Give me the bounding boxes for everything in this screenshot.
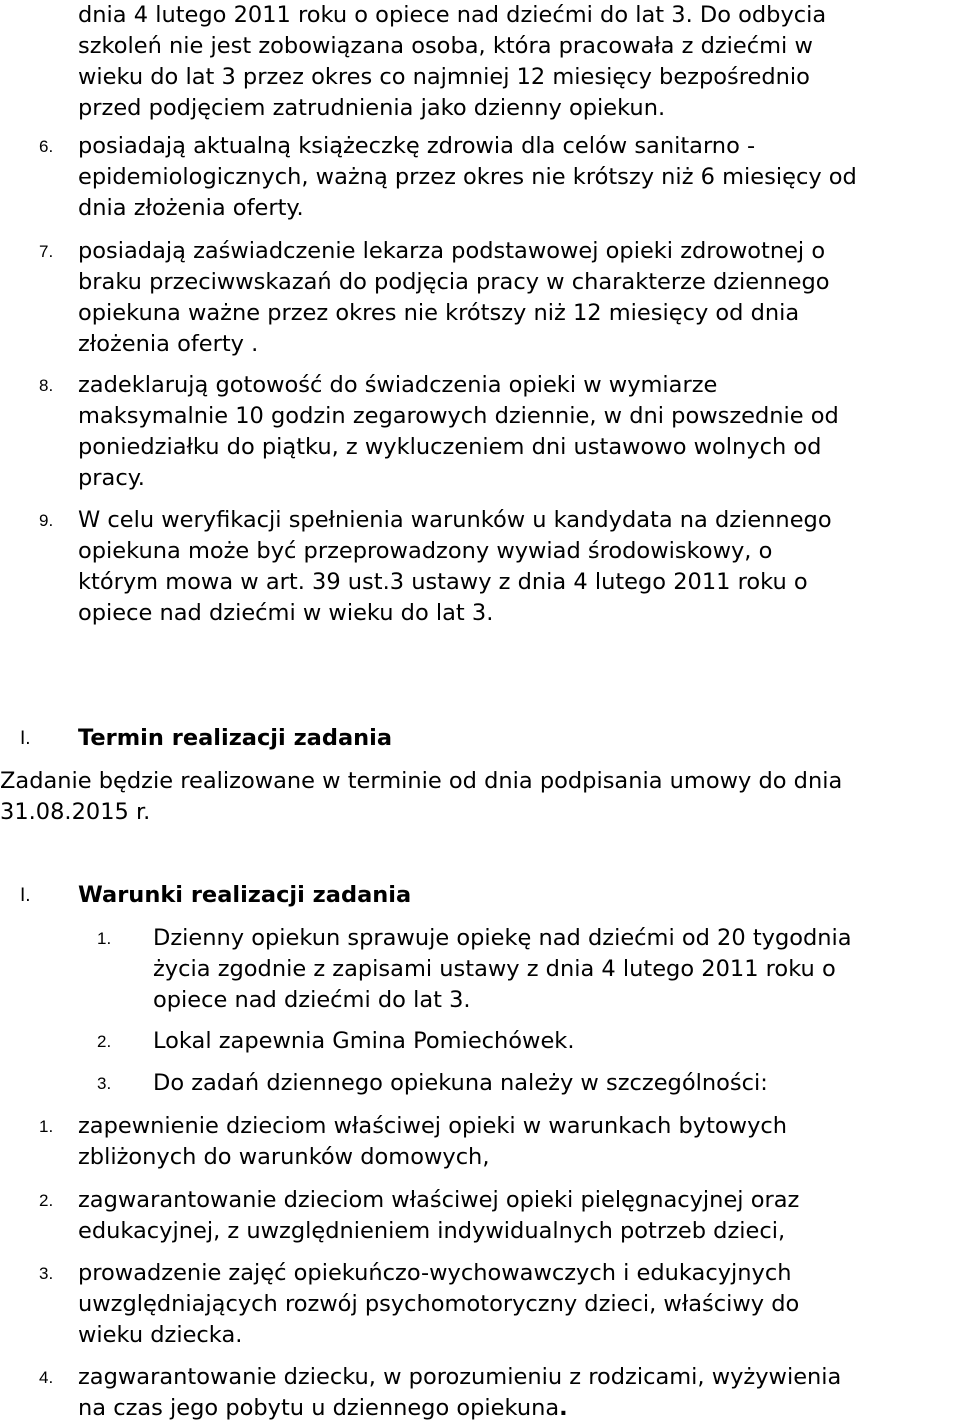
list-item-line: prowadzenie zajęć opiekuńczo-wychowawczych i edukacyjnych (78, 1260, 792, 1286)
list-number: 4. (39, 1368, 54, 1387)
list-item-line: posiadają zaświadczenie lekarza podstawowej opieki zdrowotnej o (78, 238, 826, 264)
list-item-line: złożenia oferty . (78, 331, 259, 357)
section-heading: Termin realizacji zadania (78, 725, 393, 751)
list-item-line: życia zgodnie z zapisami ustawy z dnia 4 lutego 2011 roku o (153, 956, 836, 982)
list-item-line: Do zadań dziennego opiekuna należy w szczególności: (153, 1070, 768, 1096)
intro-line: wieku do lat 3 przez okres co najmniej 12 miesięcy bezpośrednio (78, 64, 810, 90)
list-item-line: uwzględniających rozwój psychomotoryczny dzieci, właściwy do (78, 1291, 800, 1317)
list-number: 3. (97, 1074, 112, 1093)
list-number: 6. (39, 137, 54, 156)
list-item-line: epidemiologicznych, ważną przez okres nie krótszy niż 6 miesięcy od (78, 164, 857, 190)
section-heading: Warunki realizacji zadania (78, 882, 412, 908)
list-number: 1. (39, 1117, 54, 1136)
list-item-line: zadeklarują gotowość do świadczenia opieki w wymiarze (78, 372, 718, 398)
list-item-line: zagwarantowanie dzieciom właściwej opieki pielęgnacyjnej oraz (78, 1187, 800, 1213)
section-marker: I. (20, 728, 31, 749)
list-number: 8. (39, 376, 54, 395)
list-item-line: Lokal zapewnia Gmina Pomiechówek. (153, 1028, 575, 1054)
list-item-line: braku przeciwwskazań do podjęcia pracy w charakterze dziennego (78, 269, 830, 295)
section-marker: I. (20, 885, 31, 906)
list-item-line: opiekuna ważne przez okres nie krótszy niż 12 miesięcy od dnia (78, 300, 800, 326)
list-item-line: opiece nad dziećmi do lat 3. (153, 987, 471, 1013)
list-number: 2. (39, 1191, 54, 1210)
list-number: 9. (39, 511, 54, 530)
list-item-line: Dzienny opiekun sprawuje opiekę nad dziećmi od 20 tygodnia (153, 925, 852, 951)
list-item-line: zapewnienie dzieciom właściwej opieki w warunkach bytowych (78, 1113, 788, 1139)
list-item-line: maksymalnie 10 godzin zegarowych dziennie, w dni powszednie od (78, 403, 839, 429)
list-item-text: na czas jego pobytu u dziennego opiekuna (78, 1395, 560, 1421)
paragraph-line: 31.08.2015 r. (0, 799, 151, 825)
list-number: 3. (39, 1264, 54, 1283)
list-item-line: W celu weryfikacji spełnienia warunków u kandydata na dziennego (78, 507, 832, 533)
list-item-line: poniedziałku do piątku, z wykluczeniem dni ustawowo wolnych od (78, 434, 822, 460)
trailing-period: . (559, 1395, 568, 1421)
list-item-line: posiadają aktualną książeczkę zdrowia dla celów sanitarno - (78, 133, 756, 159)
intro-line: dnia 4 lutego 2011 roku o opiece nad dziećmi do lat 3. Do odbycia (78, 2, 827, 28)
list-item-line: pracy. (78, 465, 145, 491)
intro-line: przed podjęciem zatrudnienia jako dzienny opiekun. (78, 95, 666, 121)
list-item-line: edukacyjnej, z uwzględnieniem indywidualnych potrzeb dzieci, (78, 1218, 786, 1244)
list-item-line: wieku dziecka. (78, 1322, 243, 1348)
list-item-line: zagwarantowanie dziecku, w porozumieniu z rodzicami, wyżywienia (78, 1364, 842, 1390)
list-number: 1. (97, 929, 112, 948)
paragraph-line: Zadanie będzie realizowane w terminie od dnia podpisania umowy do dnia (0, 768, 843, 794)
list-item-line: opiece nad dziećmi w wieku do lat 3. (78, 600, 494, 626)
list-item-line: opiekuna może być przeprowadzony wywiad środowiskowy, o (78, 538, 773, 564)
list-number: 2. (97, 1032, 112, 1051)
intro-line: szkoleń nie jest zobowiązana osoba, która pracowała z dziećmi w (78, 33, 813, 59)
list-number: 7. (39, 242, 54, 261)
list-item-line (78, 1393, 568, 1424)
list-item-line: zbliżonych do warunków domowych, (78, 1144, 490, 1170)
list-item-line: którym mowa w art. 39 ust.3 ustawy z dnia 4 lutego 2011 roku o (78, 569, 808, 595)
list-item-line: dnia złożenia oferty. (78, 195, 304, 221)
